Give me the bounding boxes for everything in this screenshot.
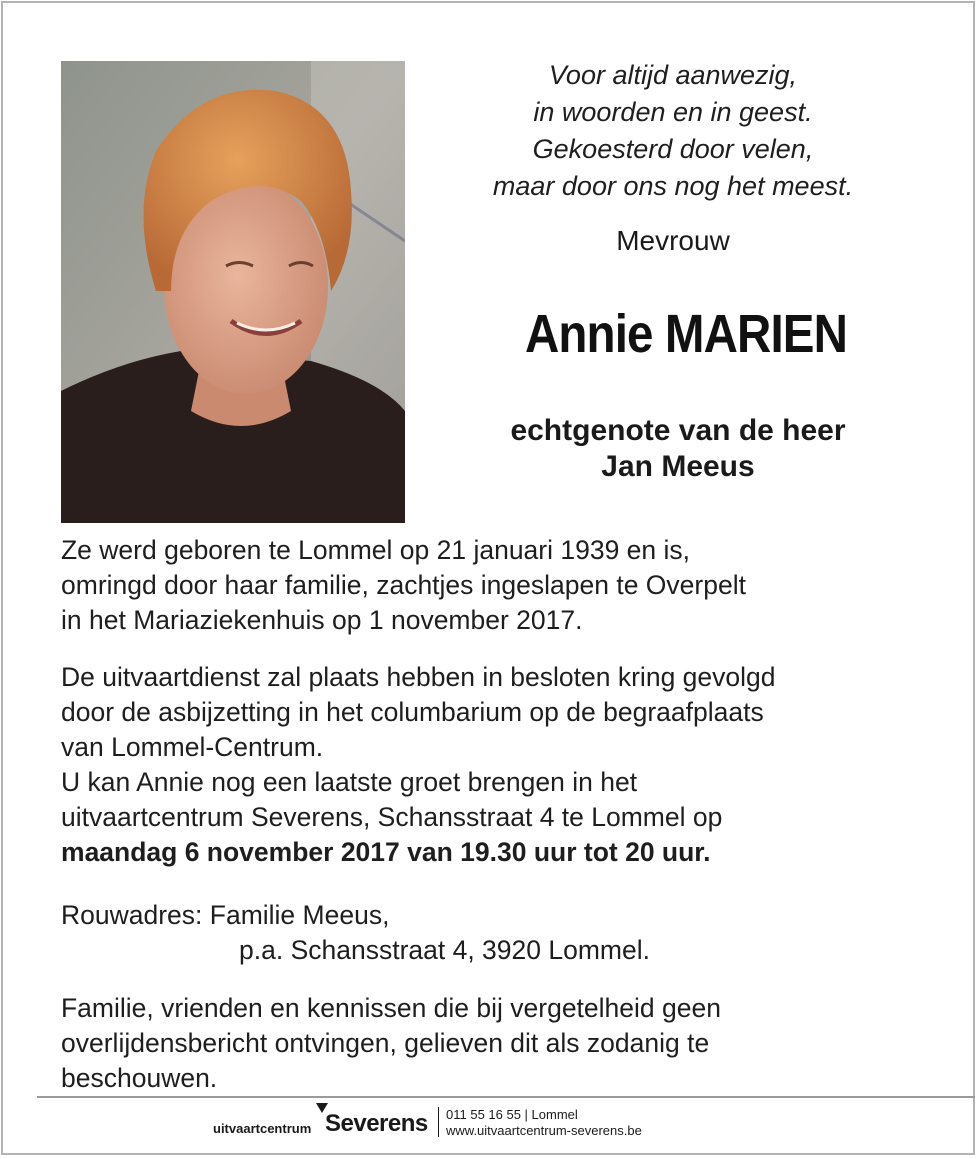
address-line: Rouwadres: Familie Meeus,: [61, 900, 390, 930]
spouse-info: [423, 413, 933, 485]
website-link[interactable]: www.uitvaartcentrum-severens.be: [446, 1123, 642, 1138]
closing-paragraph: [61, 991, 941, 1096]
text-line: beschouwen.: [61, 1063, 218, 1093]
text-line: door de asbijzetting in het columbarium op de begraafplaats: [61, 697, 764, 727]
text-line: Ze werd geboren te Lommel op 21 januari 1939 en is,: [61, 535, 691, 565]
poem-line: Voor altijd aanwezig,: [548, 60, 798, 90]
obituary-card: [1, 1, 975, 1155]
contact-info: [446, 1107, 642, 1139]
text-line: in het Mariaziekenhuis op 1 november 2017.: [61, 605, 583, 635]
text-line: omringd door haar familie, zachtjes ingeslapen te Overpelt: [61, 570, 746, 600]
phone-line: 011 55 16 55 | Lommel: [446, 1107, 578, 1122]
visitation-time: maandag 6 november 2017 van 19.30 uur tot 20 uur.: [61, 837, 711, 867]
spouse-name: Jan Meeus: [601, 450, 755, 483]
funeral-home-footer: [3, 1103, 977, 1147]
deceased-name: Annie MARIEN: [524, 304, 848, 364]
mourning-address: [61, 898, 941, 968]
text-line: uitvaartcentrum Severens, Schansstraat 4 te Lommel op: [61, 802, 723, 832]
poem-line: Gekoesterd door velen,: [532, 134, 814, 164]
brand-prefix: uitvaartcentrum: [213, 1121, 312, 1136]
text-line: U kan Annie nog een laatste groet brengen in het: [61, 767, 638, 797]
memorial-poem: [423, 57, 923, 205]
birth-paragraph: [61, 533, 941, 638]
brand-name: Severens: [325, 1110, 428, 1137]
salutation: Mevrouw: [616, 225, 730, 256]
service-paragraph: [61, 660, 941, 870]
address-line: p.a. Schansstraat 4, 3920 Lommel.: [239, 935, 650, 965]
text-line: De uitvaartdienst zal plaats hebben in besloten kring gevolgd: [61, 662, 776, 692]
text-line: van Lommel-Centrum.: [61, 732, 324, 762]
text-line: overlijdensbericht ontvingen, gelieven dit als zodanig te: [61, 1028, 710, 1058]
poem-line: in woorden en in geest.: [533, 97, 813, 127]
footer-divider: [37, 1096, 975, 1098]
text-line: Familie, vrienden en kennissen die bij vergetelheid geen: [61, 993, 721, 1023]
portrait-photo: [61, 61, 405, 523]
footer-separator: [438, 1107, 439, 1137]
poem-line: maar door ons nog het meest.: [492, 171, 854, 201]
spouse-line: echtgenote van de heer: [510, 414, 846, 447]
